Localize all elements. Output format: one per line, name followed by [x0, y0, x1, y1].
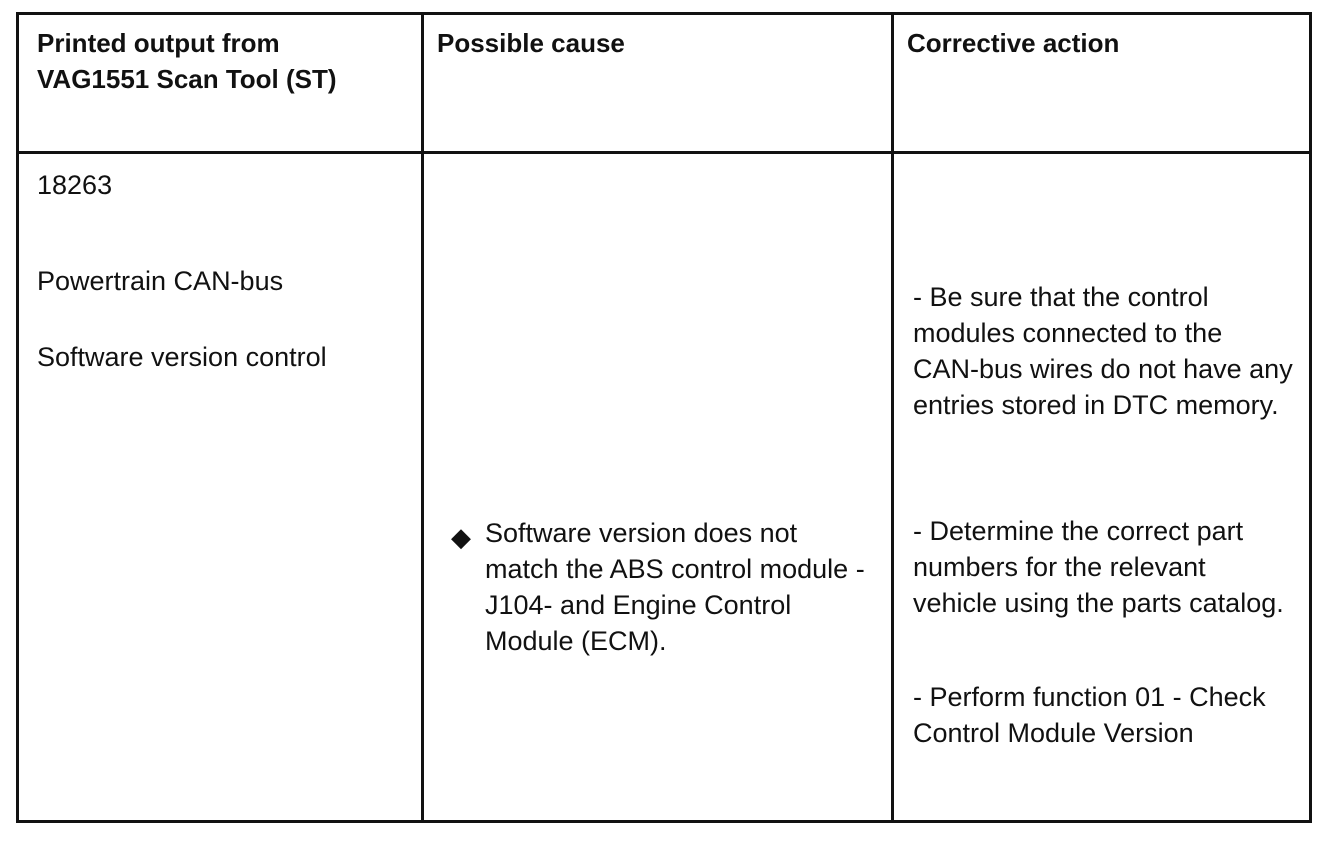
header-divider: [19, 151, 1309, 154]
header-corrective-action: Corrective action: [907, 28, 1120, 58]
dtc-code: 18263: [37, 170, 113, 200]
corrective-action-3: - Perform function 01 - Check Control Module Version: [913, 682, 1266, 748]
dtc-description: Software version control: [37, 342, 327, 372]
column-divider: [421, 15, 424, 820]
column-divider: [891, 15, 894, 820]
corrective-action-2: - Determine the correct part numbers for the relevant vehicle using the parts catalog.: [913, 516, 1284, 618]
dtc-table: [16, 12, 1312, 823]
corrective-action-1: - Be sure that the control modules connected to the CAN-bus wires do not have any entries stored in DTC memory.: [913, 282, 1293, 420]
dtc-system: Powertrain CAN-bus: [37, 266, 284, 296]
header-printed-output: Printed output from VAG1551 Scan Tool (ST): [37, 28, 337, 94]
header-possible-cause: Possible cause: [437, 28, 625, 58]
diamond-bullet-icon: ◆: [451, 522, 471, 552]
possible-cause-text: Software version does not match the ABS control module -J104- and Engine Control Module (ECM).: [485, 518, 865, 656]
